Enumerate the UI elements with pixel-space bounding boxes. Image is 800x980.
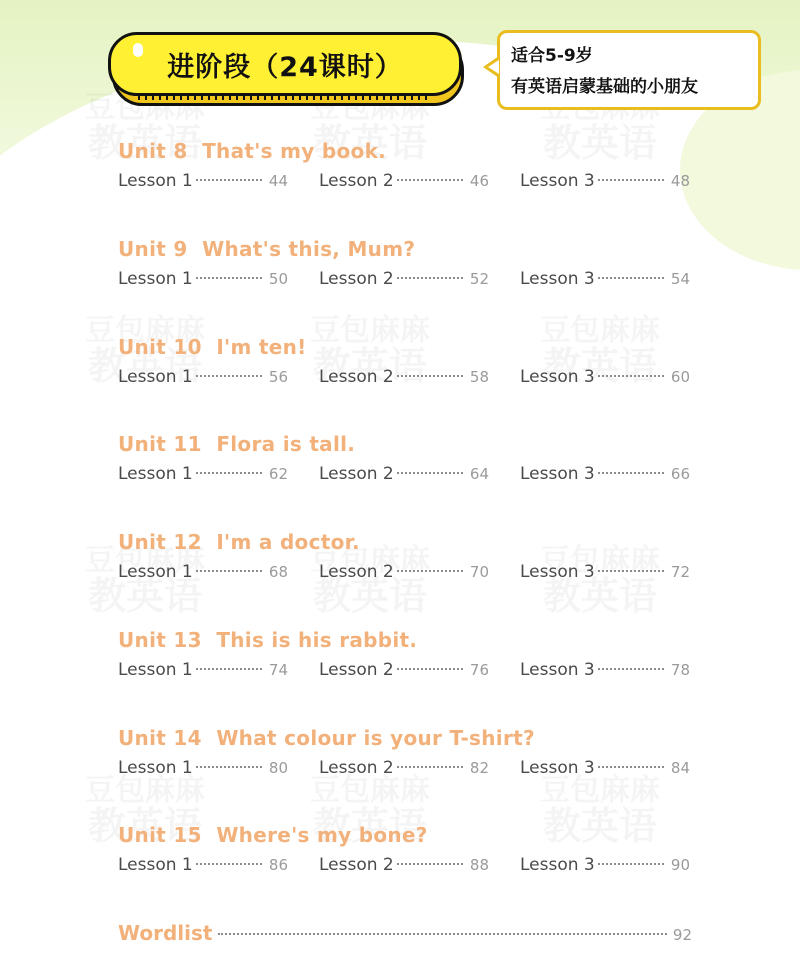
lesson-name: Lesson 2 (319, 171, 394, 191)
callout-audience-text: 有英语启蒙基础的小朋友 (511, 77, 698, 97)
dot-leader (397, 179, 463, 181)
unit-title[interactable]: Unit 13 This is his rabbit. (118, 628, 418, 652)
page-number: 76 (469, 661, 489, 679)
unit-entry (118, 335, 718, 389)
dot-leader (598, 277, 664, 279)
lesson-name: Lesson 3 (520, 171, 595, 191)
wordlist-label: Wordlist (118, 921, 213, 945)
lesson-row (118, 269, 718, 291)
banner-pill (108, 32, 462, 96)
dot-leader (196, 375, 262, 377)
dot-leader (397, 375, 463, 377)
lesson-entry[interactable] (118, 171, 288, 191)
page-number: 46 (469, 172, 489, 190)
lesson-name: Lesson 2 (319, 660, 394, 680)
lesson-name: Lesson 1 (118, 660, 193, 680)
dot-leader (397, 472, 463, 474)
dot-leader (196, 277, 262, 279)
dot-leader (598, 668, 664, 670)
page-number: 68 (268, 563, 288, 581)
lesson-name: Lesson 3 (520, 855, 595, 875)
dot-leader (598, 375, 664, 377)
unit-title[interactable]: Unit 15 Where's my bone? (118, 823, 428, 847)
lesson-name: Lesson 2 (319, 367, 394, 387)
lesson-name: Lesson 1 (118, 464, 193, 484)
unit-entry (118, 139, 718, 193)
page-number: 80 (268, 759, 288, 777)
lesson-name: Lesson 2 (319, 269, 394, 289)
lesson-entry[interactable] (319, 855, 489, 875)
unit-entry (118, 628, 718, 682)
unit-title[interactable]: Unit 12 I'm a doctor. (118, 530, 360, 554)
lesson-entry[interactable] (520, 660, 690, 680)
page-number: 56 (268, 368, 288, 386)
lesson-entry[interactable] (118, 660, 288, 680)
lesson-name: Lesson 1 (118, 367, 193, 387)
banner-title: 进阶段（24课时） (167, 51, 403, 83)
dot-leader (397, 570, 463, 572)
page-number: 52 (469, 270, 489, 288)
page-number: 86 (268, 856, 288, 874)
dot-leader (397, 277, 463, 279)
dot-leader (196, 472, 262, 474)
unit-entry (118, 823, 718, 877)
lesson-name: Lesson 2 (319, 562, 394, 582)
dot-leader (598, 179, 664, 181)
unit-title[interactable]: Unit 9 What's this, Mum? (118, 237, 416, 261)
page-number: 84 (670, 759, 690, 777)
lesson-entry[interactable] (118, 464, 288, 484)
dot-leader (397, 668, 463, 670)
page-number: 48 (670, 172, 690, 190)
lesson-row (118, 171, 718, 193)
lesson-name: Lesson 3 (520, 758, 595, 778)
dot-leader (598, 570, 664, 572)
dot-leader (218, 933, 666, 935)
lesson-name: Lesson 1 (118, 562, 193, 582)
unit-entry (118, 237, 718, 291)
page-number: 54 (670, 270, 690, 288)
dot-leader (196, 179, 262, 181)
dot-leader (196, 766, 262, 768)
lesson-entry[interactable] (520, 855, 690, 875)
lesson-name: Lesson 1 (118, 171, 193, 191)
lesson-name: Lesson 1 (118, 758, 193, 778)
unit-title[interactable]: Unit 10 I'm ten! (118, 335, 307, 359)
lesson-name: Lesson 3 (520, 562, 595, 582)
page-number: 70 (469, 563, 489, 581)
banner-shine (133, 43, 143, 57)
page-number: 66 (670, 465, 690, 483)
lesson-entry[interactable] (319, 758, 489, 778)
lesson-name: Lesson 3 (520, 269, 595, 289)
lesson-entry[interactable] (520, 758, 690, 778)
lesson-entry[interactable] (118, 269, 288, 289)
page-number: 58 (469, 368, 489, 386)
lesson-row (118, 367, 718, 389)
lesson-row (118, 464, 718, 486)
lesson-entry[interactable] (118, 367, 288, 387)
page-number: 60 (670, 368, 690, 386)
page-number: 82 (469, 759, 489, 777)
wordlist-entry[interactable] (118, 921, 692, 945)
lesson-name: Lesson 1 (118, 855, 193, 875)
lesson-name: Lesson 3 (520, 367, 595, 387)
page-number: 64 (469, 465, 489, 483)
page-number: 50 (268, 270, 288, 288)
dot-leader (196, 863, 262, 865)
lesson-entry[interactable] (118, 855, 288, 875)
lesson-row (118, 855, 718, 877)
age-callout (497, 30, 763, 110)
unit-entry (118, 530, 718, 584)
unit-title[interactable]: Unit 8 That's my book. (118, 139, 387, 163)
page-number: 92 (672, 926, 692, 944)
page-number: 90 (670, 856, 690, 874)
unit-title[interactable]: Unit 14 What colour is your T-shirt? (118, 726, 535, 750)
lesson-entry[interactable] (319, 660, 489, 680)
callout-age-text: 适合5-9岁 (511, 46, 593, 66)
lesson-entry[interactable] (520, 171, 690, 191)
lesson-name: Lesson 3 (520, 464, 595, 484)
page-number: 88 (469, 856, 489, 874)
lesson-name: Lesson 2 (319, 855, 394, 875)
lesson-entry[interactable] (319, 367, 489, 387)
lesson-entry[interactable] (319, 464, 489, 484)
dot-leader (397, 863, 463, 865)
dot-leader (196, 570, 262, 572)
lesson-entry[interactable] (520, 562, 690, 582)
lesson-entry[interactable] (319, 562, 489, 582)
page-number: 44 (268, 172, 288, 190)
lesson-row (118, 562, 718, 584)
dot-leader (598, 472, 664, 474)
page-number: 78 (670, 661, 690, 679)
lesson-entry[interactable] (319, 171, 489, 191)
unit-entry (118, 726, 718, 780)
dot-leader (598, 863, 664, 865)
lesson-entry[interactable] (520, 269, 690, 289)
stage-banner (108, 32, 462, 104)
callout-tail-inner (488, 60, 499, 74)
dot-leader (598, 766, 664, 768)
page-number: 74 (268, 661, 288, 679)
lesson-name: Lesson 2 (319, 758, 394, 778)
lesson-row (118, 758, 718, 780)
lesson-name: Lesson 1 (118, 269, 193, 289)
unit-title[interactable]: Unit 11 Flora is tall. (118, 432, 356, 456)
dot-leader (196, 668, 262, 670)
lesson-entry[interactable] (520, 464, 690, 484)
dot-leader (397, 766, 463, 768)
unit-entry (118, 432, 718, 486)
lesson-entry[interactable] (319, 269, 489, 289)
lesson-entry[interactable] (118, 758, 288, 778)
lesson-entry[interactable] (520, 367, 690, 387)
lesson-entry[interactable] (118, 562, 288, 582)
page-number: 72 (670, 563, 690, 581)
lesson-name: Lesson 3 (520, 660, 595, 680)
lesson-name: Lesson 2 (319, 464, 394, 484)
page-number: 62 (268, 465, 288, 483)
lesson-row (118, 660, 718, 682)
